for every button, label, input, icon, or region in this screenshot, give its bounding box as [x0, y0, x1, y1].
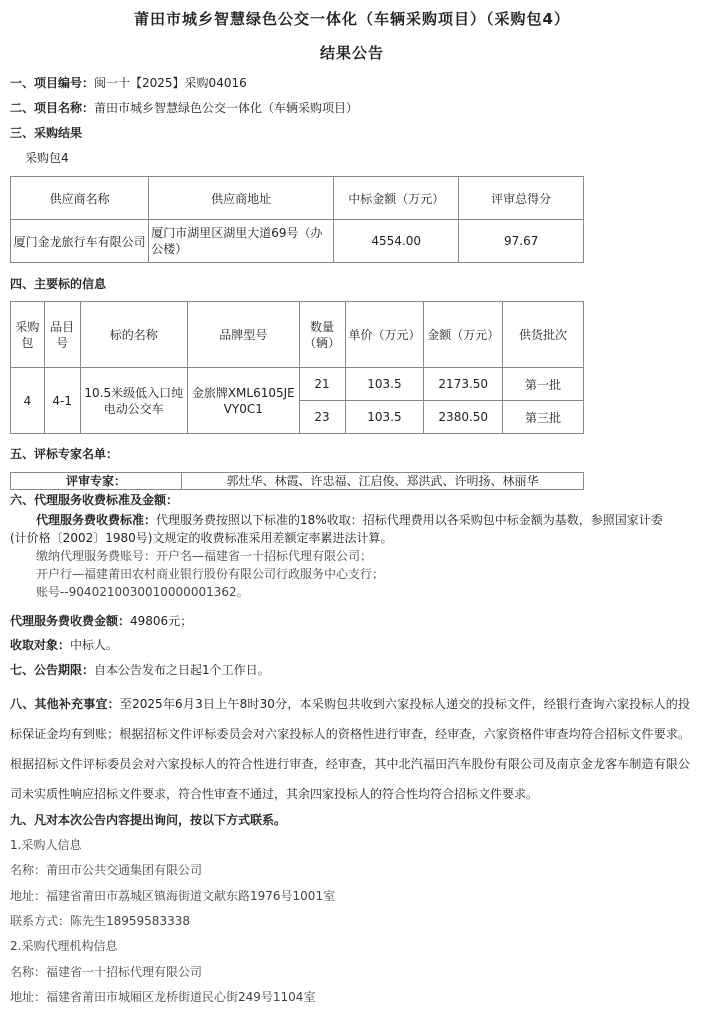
col-brand: 品牌型号 [188, 302, 300, 368]
col-unit-price: 单价（万元） [345, 302, 424, 368]
section-experts-heading: 五、评标专家名单： [10, 447, 119, 461]
item-qty: 21 [299, 368, 345, 401]
item-batch: 第一批 [503, 368, 584, 401]
period-label: 七、公告期限： [10, 663, 95, 677]
project-number [10, 75, 247, 91]
item-package: 4 [11, 368, 45, 434]
page-subtitle: 结果公告 [319, 44, 384, 62]
col-package: 采购包 [11, 302, 45, 368]
result-table-header [11, 177, 584, 220]
col-supplier-address: 供应商地址 [149, 177, 334, 220]
item-name: 10.5米级低入口纯电动公交车 [80, 368, 187, 434]
supplementary-label: 八、其他补充事宜： [10, 697, 120, 711]
page-title: 莆田市城乡智慧绿色公交一体化（车辆采购项目）（采购包4） [134, 10, 570, 28]
fee-payer-label: 收取对象： [10, 638, 71, 652]
fee-payer-value: 中标人。 [70, 638, 119, 652]
col-item-name: 标的名称 [80, 302, 187, 368]
supplementary-info [10, 689, 690, 809]
project-number-value: 闽一十【2025】采购04016 [94, 76, 247, 90]
fee-account-line-1: 缴纳代理服务费账号：开户名—福建省一十招标代理有限公司； [36, 549, 373, 563]
package-label: 采购包4 [25, 151, 69, 165]
buyer-contact: 联系方式：陈先生18959583338 [10, 914, 190, 928]
section-result-heading: 三、采购结果 [10, 126, 83, 140]
item-batch: 第三批 [503, 401, 584, 434]
section-contact-heading: 九、凡对本次公告内容提出询问，按以下方式联系。 [10, 813, 287, 827]
buyer-name: 名称：莆田市公共交通集团有限公司 [10, 863, 203, 877]
fee-standard [36, 512, 663, 528]
project-name-value: 莆田市城乡智慧绿色公交一体化（车辆采购项目） [94, 101, 359, 115]
agency-address: 地址：福建省莆田市城厢区龙桥街道民心街249号1104室 [10, 990, 316, 1004]
item-table-header [11, 302, 584, 368]
col-supplier-name: 供应商名称 [11, 177, 149, 220]
col-amount: 金额（万元） [424, 302, 503, 368]
period-value: 自本公告发布之日起1个工作日。 [94, 663, 270, 677]
section-item-heading: 四、主要标的信息 [10, 277, 107, 291]
col-qty: 数量（辆） [299, 302, 345, 368]
col-batch: 供货批次 [503, 302, 584, 368]
fee-standard-text: 代理服务费按照以下标准的18%收取：招标代理费用以各采购包中标金额为基数，参照国家计委 [156, 513, 663, 527]
supplementary-text: 至2025年6月3日上午8时30分，本采购包共收到六家投标人递交的投标文件，经银行查询六家投标人的投标保证金均有到账；根据招标文件评标委员会对六家投标人的资格性进行审查，经审查，六家资格件审查均符合招标文件要求。根据招标文件评标委员会对六家投标人的符合性进行审查，经审查，其中北汽福田汽车股份有限公司及南京金龙客车制造有限公司未实质性响应招标文件要求，符合性审查不通过，其余四家投标人的符合性均符合招标文件要求。 [10, 697, 690, 801]
result-table [10, 176, 584, 263]
agency-title: 2.采购代理机构信息 [10, 939, 118, 953]
project-name-label: 二、项目名称： [10, 101, 95, 115]
fee-standard-label: 代理服务费收费标准： [36, 513, 157, 527]
fee-amount-value: 49806元； [130, 614, 193, 628]
buyer-title: 1.采购人信息 [10, 838, 82, 852]
experts-table [10, 472, 584, 490]
item-brand: 金旅牌XML6105JEVY0C1 [188, 368, 300, 434]
item-price: 103.5 [345, 401, 424, 434]
col-bid-amount: 中标金额（万元） [334, 177, 459, 220]
section-fee-heading: 六、代理服务收费标准及金额： [10, 493, 179, 507]
fee-standard-text-2: (计价格〔2002〕1980号)文规定的收费标准采用差额定率累进法计算。 [10, 531, 393, 545]
item-table [10, 301, 584, 434]
fee-amount [10, 613, 192, 629]
experts-names: 郭灶华、林霞、许忠福、江启俊、郑洪武、许明扬、林丽华 [182, 473, 584, 490]
buyer-address: 地址：福建省莆田市荔城区镇海街道文献东路1976号1001室 [10, 889, 336, 903]
item-price: 103.5 [345, 368, 424, 401]
table-row [11, 368, 584, 401]
score: 97.67 [459, 220, 584, 263]
agency-name: 名称：福建省一十招标代理有限公司 [10, 965, 203, 979]
project-number-label: 一、项目编号： [10, 76, 95, 90]
announcement-period [10, 662, 270, 678]
col-score: 评审总得分 [459, 177, 584, 220]
fee-account-line-3: 账号--9040210030010000001362。 [36, 585, 249, 599]
project-name [10, 100, 358, 116]
item-qty: 23 [299, 401, 345, 434]
fee-account-line-2: 开户行—福建莆田农村商业银行股份有限公司行政服务中心支行； [36, 567, 385, 581]
col-item-no: 品目号 [44, 302, 80, 368]
fee-amount-label: 代理服务费收费金额： [10, 614, 131, 628]
fee-payer [10, 637, 118, 653]
item-amount: 2380.50 [424, 401, 503, 434]
table-row [11, 220, 584, 263]
supplier-name: 厦门金龙旅行车有限公司 [11, 220, 149, 263]
table-row [11, 473, 584, 490]
bid-amount: 4554.00 [334, 220, 459, 263]
experts-key: 评审专家： [11, 473, 182, 490]
item-amount: 2173.50 [424, 368, 503, 401]
item-number: 4-1 [44, 368, 80, 434]
supplier-address: 厦门市湖里区湖里大道69号（办公楼） [149, 220, 334, 263]
